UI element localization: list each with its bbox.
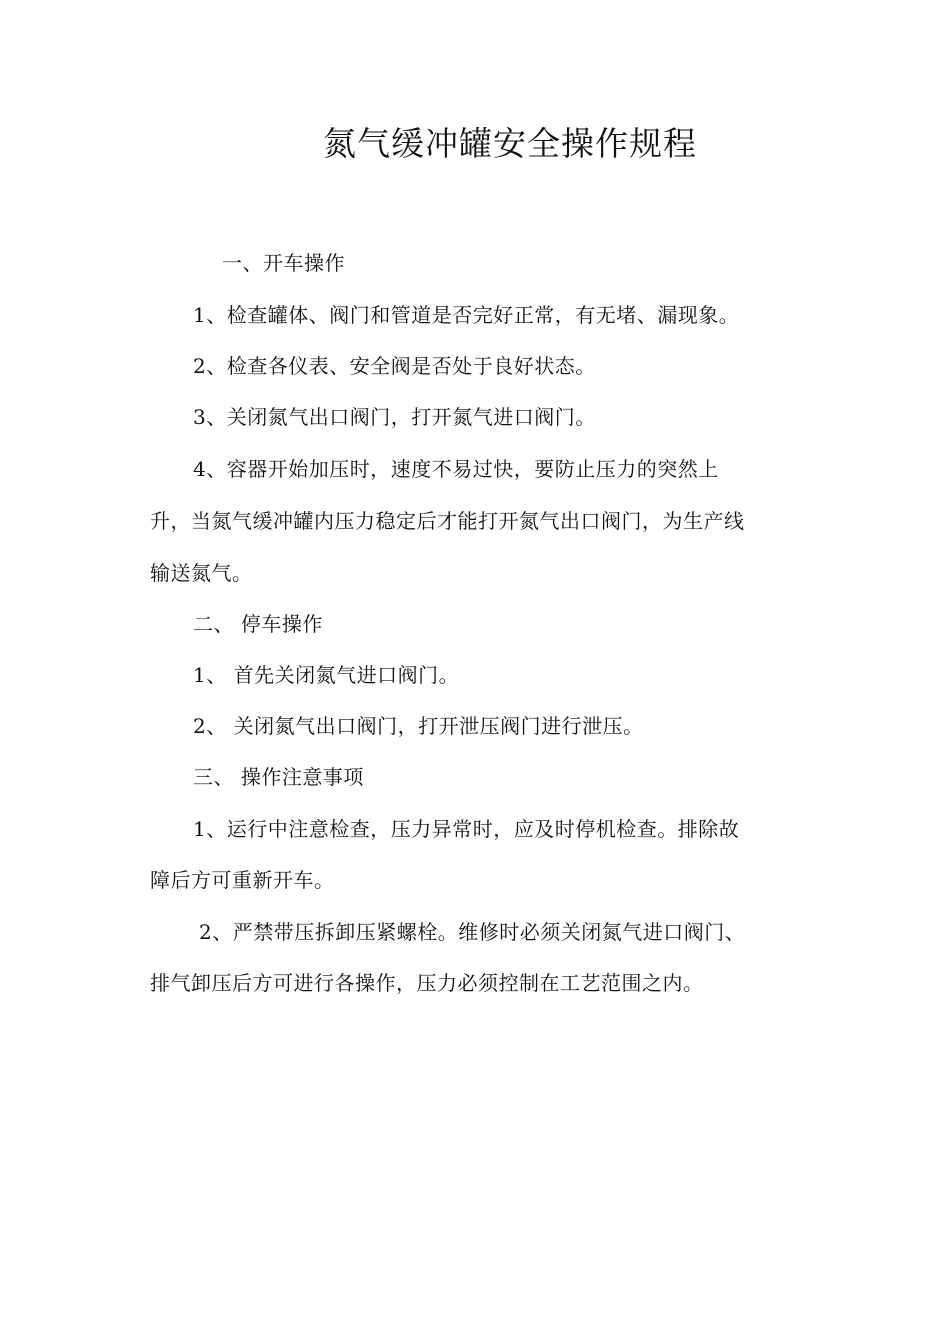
paragraph-line: 升，当氮气缓冲罐内压力稳定后才能打开氮气出口阀门，为生产线 <box>150 509 745 533</box>
section-heading-stop: 二、 停车操作 <box>193 612 323 636</box>
paragraph-line: 1、运行中注意检查，压力异常时，应及时停机检查。排除故 <box>193 817 740 841</box>
paragraph-line: 1、 首先关闭氮气进口阀门。 <box>193 663 460 687</box>
document-title: 氮气缓冲罐安全操作规程 <box>323 124 697 163</box>
paragraph-line: 4、容器开始加压时，速度不易过快，要防止压力的突然上 <box>193 457 719 481</box>
section-heading-start: 一、开车操作 <box>222 251 345 275</box>
paragraph-line: 1、检查罐体、阀门和管道是否完好正常，有无堵、漏现象。 <box>193 303 740 327</box>
paragraph-line: 3、关闭氮气出口阀门，打开氮气进口阀门。 <box>193 405 596 429</box>
paragraph-line: 排气卸压后方可进行各操作，压力必须控制在工艺范围之内。 <box>150 971 704 995</box>
paragraph-line: 障后方可重新开车。 <box>150 868 335 892</box>
paragraph-line: 2、检查各仪表、安全阀是否处于良好状态。 <box>193 354 596 378</box>
paragraph-line: 2、严禁带压拆卸压紧螺栓。维修时必须关闭氮气进口阀门、 <box>199 920 746 944</box>
paragraph-line: 输送氮气。 <box>150 561 253 585</box>
paragraph-line: 2、 关闭氮气出口阀门，打开泄压阀门进行泄压。 <box>193 714 644 738</box>
section-heading-notes: 三、 操作注意事项 <box>193 765 364 789</box>
